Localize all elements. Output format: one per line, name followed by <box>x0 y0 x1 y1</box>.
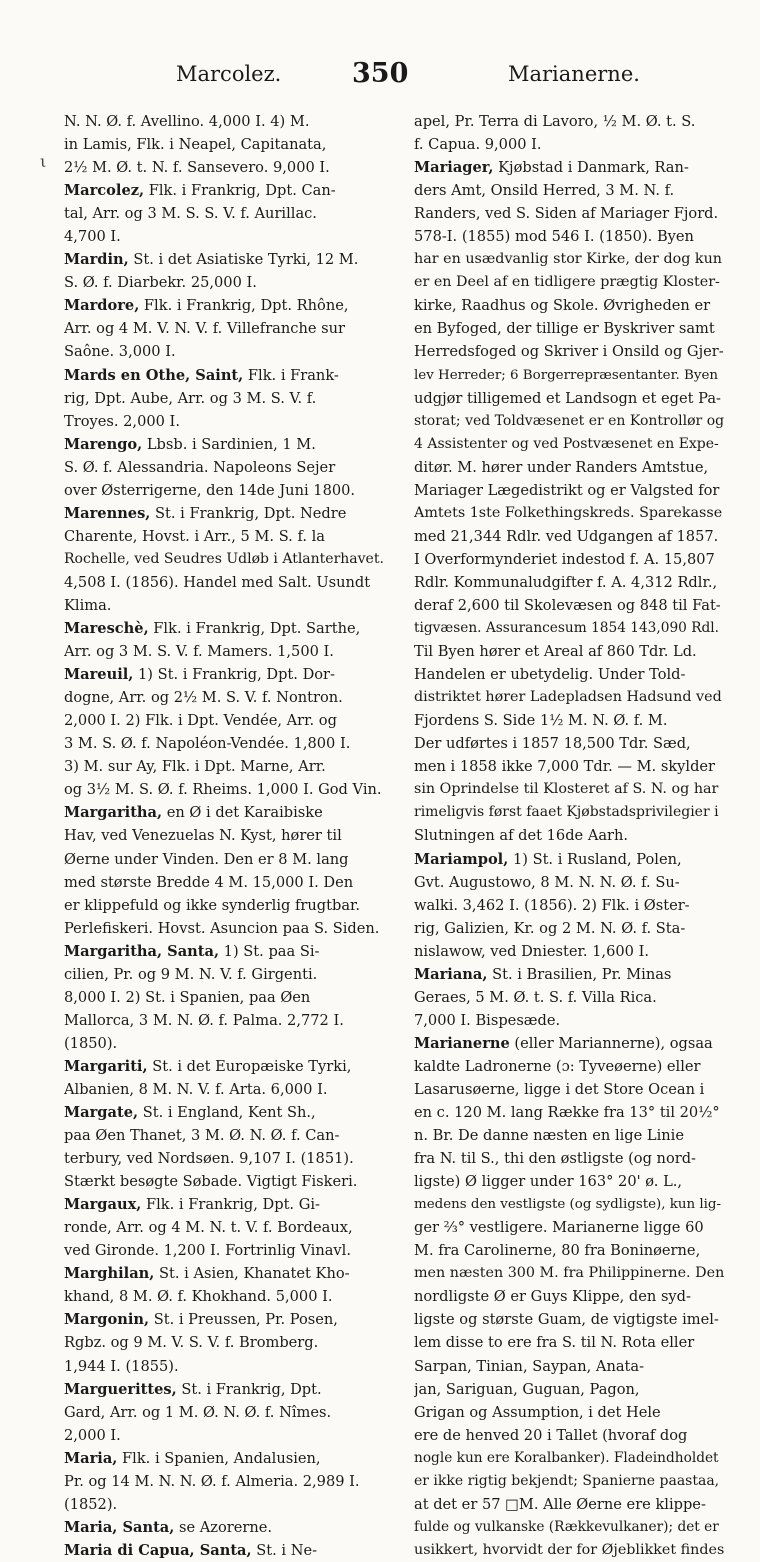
entry-text: en c. 120 M. lang Række fra 13° til 20½° <box>414 1104 720 1122</box>
entry-text: Saône. 3,000 I. <box>64 343 176 361</box>
text-line <box>414 1378 724 1401</box>
text-line <box>414 1193 724 1216</box>
text-line <box>64 824 390 847</box>
entry-text: Lasarusøerne, ligge i det Store Ocean i <box>414 1080 705 1098</box>
entry-text: nislawow, ved Dniester. 1,600 I. <box>414 942 649 960</box>
text-line <box>414 410 724 433</box>
text-line <box>414 502 724 525</box>
entry-text: Herredsfoged og Skriver i Onsild og Gjer- <box>414 343 724 361</box>
entry-text: med 21,344 Rdlr. ved Udgangen af 1857. <box>414 527 719 545</box>
text-line <box>64 848 390 871</box>
text-line <box>64 1193 390 1216</box>
entry-text: Fjordens S. Side 1½ M. N. Ø. f. M. <box>414 712 668 730</box>
entry-text: 8,000 I. 2) St. i Spanien, paa Øen <box>64 988 311 1006</box>
entry-text: Charente, Hovst. i Arr., 5 M. S. f. la <box>64 527 325 545</box>
text-line <box>414 640 724 663</box>
text-line <box>414 1401 724 1424</box>
text-line <box>64 1378 390 1401</box>
page-number: 350 <box>352 58 409 89</box>
entry-text: Flk. i Spanien, Andalusien, <box>117 1449 321 1467</box>
text-line <box>64 940 390 963</box>
text-line <box>414 1470 724 1493</box>
entry-text: storat; ved Toldvæsenet er en Kontrollør og <box>414 412 724 429</box>
text-line <box>64 110 390 133</box>
text-line <box>64 1101 390 1124</box>
text-line <box>64 871 390 894</box>
text-line <box>414 594 724 617</box>
entry-text: men næsten 300 M. fra Philippinerne. Den <box>414 1265 724 1282</box>
entry-text: Flk. i Frank- <box>243 366 339 384</box>
left-text-column <box>64 110 390 1562</box>
entry-text: Gard, Arr. og 1 M. Ø. N. Ø. f. Nîmes. <box>64 1403 332 1421</box>
entry-text: St. i Frankrig, Dpt. <box>176 1380 322 1398</box>
entry-text: (eller Mariannerne), ogsaa <box>509 1034 713 1052</box>
text-line <box>64 502 390 525</box>
entry-text: ditør. M. hører under Randers Amtstue, <box>414 458 709 476</box>
text-line <box>414 433 724 456</box>
text-line <box>64 340 390 363</box>
entry-text: St. i Brasilien, Pr. Minas <box>487 965 672 983</box>
text-line <box>64 640 390 663</box>
entry-text: usikkert, hvorvidt der for Øjeblikket findes <box>414 1541 724 1558</box>
entry-text: Arr. og 3 M. S. V. f. Mamers. 1,500 I. <box>64 643 334 661</box>
entry-text: Handelen er ubetydelig. Under Told- <box>414 666 686 684</box>
entry-text: kaldte Ladronerne (ɔ: Tyveøerne) eller <box>414 1057 701 1075</box>
entry-text: dogne, Arr. og 2½ M. S. V. f. Nontron. <box>64 689 343 707</box>
text-line <box>64 294 390 317</box>
entry-text: sin Oprindelse til Klosteret af S. N. og har <box>414 781 719 798</box>
text-line <box>414 917 724 940</box>
entry-text: 4,700 I. <box>64 228 121 246</box>
entry-text: lem disse to ere fra S. til N. Rota eller <box>414 1334 695 1352</box>
text-line <box>64 986 390 1009</box>
entry-text: Perlefiskeri. Hovst. Asuncion paa S. Siden. <box>64 919 380 937</box>
text-line <box>64 663 390 686</box>
text-line <box>64 133 390 156</box>
entry-text: Arr. og 4 M. V. N. V. f. Villefranche sur <box>64 320 345 338</box>
text-line <box>414 871 724 894</box>
entry-text: medens den vestligste (og sydligste), kun lig- <box>414 1197 722 1213</box>
entry-text: fra N. til S., thi den østligste (og nord- <box>414 1150 696 1168</box>
entry-text: Lbsb. i Sardinien, 1 M. <box>142 435 316 453</box>
entry-text: (1852). <box>64 1495 118 1513</box>
text-line <box>64 179 390 202</box>
entry-text: over Østerrigerne, den 14de Juni 1800. <box>64 481 356 499</box>
text-line <box>64 617 390 640</box>
entry-text: St. i Frankrig, Dpt. Nedre <box>150 504 347 522</box>
text-line <box>64 317 390 340</box>
text-line <box>64 778 390 801</box>
entry-text: St. i Preussen, Pr. Posen, <box>149 1311 338 1329</box>
entry-text: tal, Arr. og 3 M. S. S. V. f. Aurillac. <box>64 205 317 223</box>
entry-text: en Ø i det Karaibiske <box>162 804 323 822</box>
text-line <box>64 1078 390 1101</box>
entry-text: 2,000 I. <box>64 1426 121 1444</box>
entry-text: med største Bredde 4 M. 15,000 I. Den <box>64 873 354 891</box>
entry-text: rimeligvis først faaet Kjøbstadsprivilegier i <box>414 804 719 821</box>
entry-text: udgjør tilligemed et Landsogn et eget Pa- <box>414 389 721 407</box>
entry-text: Grigan og Assumption, i det Hele <box>414 1403 661 1421</box>
text-line <box>64 709 390 732</box>
entry-headword: Marengo, <box>64 435 143 453</box>
entry-text: Mallorca, 3 M. N. Ø. f. Palma. 2,772 I. <box>64 1011 344 1029</box>
entry-text: ger ⅔° vestligere. Marianerne ligge 60 <box>414 1219 704 1237</box>
text-line <box>414 133 724 156</box>
entry-headword: Mardin, <box>64 251 129 269</box>
entry-headword: Maria, Santa, <box>64 1518 175 1536</box>
running-head-right: Marianerne. <box>508 62 640 86</box>
text-line <box>64 1239 390 1262</box>
text-line <box>64 1285 390 1308</box>
entry-text: 1) St. paa Si- <box>219 942 320 960</box>
text-line <box>414 1216 724 1239</box>
text-line <box>414 202 724 225</box>
entry-text: ders Amt, Onsild Herred, 3 M. N. f. <box>414 182 675 200</box>
entry-text: kirke, Raadhus og Skole. Øvrigheden er <box>414 297 711 315</box>
text-line <box>414 686 724 709</box>
entry-text: 3 M. S. Ø. f. Napoléon-Vendée. 1,800 I. <box>64 735 351 753</box>
entry-text: M. fra Carolinerne, 80 fra Boninøerne, <box>414 1242 701 1260</box>
entry-text: og 3½ M. S. Ø. f. Rheims. 1,000 I. God Vin. <box>64 781 382 799</box>
entry-text: paa Øen Thanet, 3 M. Ø. N. Ø. f. Can- <box>64 1127 340 1145</box>
text-line <box>414 1493 724 1516</box>
entry-text: terbury, ved Nordsøen. 9,107 I. (1851). <box>64 1150 354 1168</box>
entry-text: (1850). <box>64 1034 118 1052</box>
entry-text: Øerne under Vinden. Den er 8 M. lang <box>64 850 349 868</box>
entry-headword: Mariampol, <box>414 850 509 868</box>
text-line <box>414 848 724 871</box>
text-line <box>414 1262 724 1285</box>
entry-text: Hav, ved Venezuelas N. Kyst, hører til <box>64 827 342 845</box>
page-header <box>0 58 760 98</box>
entry-text: men i 1858 ikke 7,000 Tdr. — M. skylder <box>414 758 716 776</box>
text-line <box>64 1308 390 1331</box>
text-line <box>414 894 724 917</box>
text-line <box>414 963 724 986</box>
entry-text: 7,000 I. Bispesæde. <box>414 1011 561 1029</box>
text-line <box>414 1308 724 1331</box>
text-line <box>64 1262 390 1285</box>
entry-text: St. i Asien, Khanatet Kho- <box>154 1265 350 1283</box>
entry-text: St. i det Europæiske Tyrki, <box>147 1057 352 1075</box>
entry-text: Gvt. Augustowo, 8 M. N. N. Ø. f. Su- <box>414 873 680 891</box>
entry-text: deraf 2,600 til Skolevæsen og 848 til Fat- <box>414 596 721 614</box>
entry-text: Rgbz. og 9 M. V. S. V. f. Bromberg. <box>64 1334 319 1352</box>
text-line <box>64 456 390 479</box>
entry-text: Flk. i Frankrig, Dpt. Can- <box>144 182 336 200</box>
text-line <box>64 364 390 387</box>
entry-text: jan, Sariguan, Guguan, Pagon, <box>414 1380 640 1398</box>
entry-text: rig, Dpt. Aube, Arr. og 3 M. S. V. f. <box>64 389 317 407</box>
entry-text: Klima. <box>64 596 112 614</box>
entry-headword: Margate, <box>64 1104 139 1122</box>
text-line <box>64 1216 390 1239</box>
text-line <box>64 571 390 594</box>
text-line <box>414 824 724 847</box>
entry-text: Flk. i Frankrig, Dpt. Gi- <box>141 1196 320 1214</box>
entry-text: S. Ø. f. Diarbekr. 25,000 I. <box>64 274 257 292</box>
text-line <box>64 433 390 456</box>
entry-text: har en usædvanlig stor Kirke, der dog kun <box>414 251 723 268</box>
entry-text: ronde, Arr. og 4 M. N. t. V. f. Bordeaux, <box>64 1219 353 1237</box>
entry-text: Flk. i Frankrig, Dpt. Sarthe, <box>148 620 361 638</box>
entry-text: distriktet hører Ladepladsen Hadsund ved <box>414 689 722 706</box>
entry-text: 2½ M. Ø. t. N. f. Sansevero. 9,000 I. <box>64 159 330 177</box>
entry-headword: Mariana, <box>414 965 488 983</box>
entry-text: Kjøbstad i Danmark, Ran- <box>493 159 689 177</box>
entry-text: f. Capua. 9,000 I. <box>414 136 542 154</box>
entry-text: ligste) Ø ligger under 163° 20' ø. L., <box>414 1173 683 1191</box>
text-line <box>414 732 724 755</box>
text-line <box>414 1539 724 1562</box>
text-line <box>64 1147 390 1170</box>
entry-text: se Azorerne. <box>174 1518 273 1536</box>
entry-text: nordligste Ø er Guys Klippe, den syd- <box>414 1288 691 1306</box>
running-head-left: Marcolez. <box>176 62 282 86</box>
entry-headword: Margonin, <box>64 1311 150 1329</box>
entry-headword: Marghilan, <box>64 1265 155 1283</box>
text-line <box>414 1239 724 1262</box>
text-line <box>64 248 390 271</box>
text-line <box>414 986 724 1009</box>
text-line <box>64 525 390 548</box>
text-line <box>64 387 390 410</box>
text-line <box>64 755 390 778</box>
entry-text: er ikke rigtig bekjendt; Spanierne paastaa, <box>414 1472 720 1489</box>
text-line <box>414 1355 724 1378</box>
entry-text: Rochelle, ved Seudres Udløb i Atlanterhavet. <box>64 550 384 567</box>
entry-text: khand, 8 M. Ø. f. Khokhand. 5,000 I. <box>64 1288 333 1306</box>
entry-headword: Maria di Capua, Santa, <box>64 1541 252 1559</box>
entry-text: Stærkt besøgte Søbade. Vigtigt Fiskeri. <box>64 1173 358 1191</box>
entry-text: Flk. i Frankrig, Dpt. Rhône, <box>139 297 349 315</box>
text-line <box>414 340 724 363</box>
entry-text: cilien, Pr. og 9 M. N. V. f. Girgenti. <box>64 965 318 983</box>
entry-headword: Margaux, <box>64 1196 142 1214</box>
text-line <box>414 548 724 571</box>
text-line <box>414 1147 724 1170</box>
entry-text: Sarpan, Tinian, Saypan, Anata- <box>414 1357 645 1375</box>
text-line <box>414 1009 724 1032</box>
entry-text: 1) St. i Rusland, Polen, <box>508 850 682 868</box>
entry-text: er klippefuld og ikke synderlig frugtbar. <box>64 896 361 914</box>
text-line <box>64 1516 390 1539</box>
text-line <box>414 225 724 248</box>
entry-text: St. i det Asiatiske Tyrki, 12 M. <box>128 251 359 269</box>
text-line <box>414 778 724 801</box>
entry-text: Troyes. 2,000 I. <box>64 412 180 430</box>
text-line <box>64 732 390 755</box>
text-line <box>414 1124 724 1147</box>
entry-text: ere de henved 20 i Tallet (hvoraf dog <box>414 1426 688 1444</box>
text-line <box>414 387 724 410</box>
text-line <box>64 225 390 248</box>
text-line <box>414 940 724 963</box>
text-line <box>414 1055 724 1078</box>
text-line <box>64 1331 390 1354</box>
entry-text: apel, Pr. Terra di Lavoro, ½ M. Ø. t. S. <box>414 113 696 130</box>
entry-text: er en Deel af en tidligere prægtig Kloster- <box>414 274 720 291</box>
text-line <box>414 248 724 271</box>
text-line <box>64 963 390 986</box>
text-line <box>414 317 724 340</box>
text-line <box>414 571 724 594</box>
text-line <box>414 1516 724 1539</box>
text-line <box>64 1032 390 1055</box>
text-line <box>414 179 724 202</box>
entry-headword: Maria, <box>64 1449 118 1467</box>
entry-text: 1,944 I. (1855). <box>64 1357 179 1375</box>
text-line <box>414 1424 724 1447</box>
entry-headword: Mards en Othe, Saint, <box>64 366 244 384</box>
entry-text: 2,000 I. 2) Flk. i Dpt. Vendée, Arr. og <box>64 712 337 730</box>
text-line <box>414 479 724 502</box>
entry-text: nogle kun ere Koralbanker). Fladeindholdet <box>414 1449 719 1466</box>
text-line <box>414 1285 724 1308</box>
text-line <box>414 525 724 548</box>
text-line <box>414 271 724 294</box>
entry-text: Geraes, 5 M. Ø. t. S. f. Villa Rica. <box>414 988 657 1006</box>
entry-text: Pr. og 14 M. N. N. Ø. f. Almeria. 2,989 I. <box>64 1472 360 1490</box>
right-text-column <box>414 110 724 1562</box>
entry-headword: Margaritha, Santa, <box>64 942 220 960</box>
entry-text: St. i England, Kent Sh., <box>138 1104 316 1122</box>
entry-text: n. Br. De danne næsten en lige Linie <box>414 1127 684 1145</box>
text-line <box>64 1170 390 1193</box>
entry-headword: Margariti, <box>64 1057 148 1075</box>
text-line <box>414 617 724 640</box>
entry-headword: Marcolez, <box>64 182 145 200</box>
text-line <box>64 1355 390 1378</box>
entry-text: Slutningen af det 16de Aarh. <box>414 827 629 845</box>
text-line <box>64 1401 390 1424</box>
text-line <box>64 1470 390 1493</box>
text-line <box>64 156 390 179</box>
entry-headword: Marguerittes, <box>64 1380 177 1398</box>
entry-text: Til Byen hører et Areal af 860 Tdr. Ld. <box>414 643 697 661</box>
text-line <box>414 294 724 317</box>
text-line <box>64 594 390 617</box>
text-line <box>64 1055 390 1078</box>
text-line <box>414 755 724 778</box>
entry-text: 4 Assistenter og ved Postvæsenet en Expe- <box>414 435 719 452</box>
entry-text: Rdlr. Kommunaludgifter f. A. 4,312 Rdlr., <box>414 573 718 591</box>
text-line <box>414 1078 724 1101</box>
text-line <box>414 1032 724 1055</box>
entry-text: lev Herreder; 6 Borgerrepræsentanter. Byen <box>414 367 718 383</box>
entry-text: ved Gironde. 1,200 I. Fortrinlig Vinavl. <box>64 1242 351 1260</box>
entry-headword: Mareuil, <box>64 666 134 684</box>
entry-text: Amtets 1ste Folkethingskreds. Sparekasse <box>414 504 723 521</box>
entry-text: walki. 3,462 I. (1856). 2) Flk. i Øster- <box>414 896 690 914</box>
text-line <box>64 686 390 709</box>
entry-text: St. i Ne- <box>251 1541 318 1559</box>
entry-text: 4,508 I. (1856). Handel med Salt. Usundt <box>64 573 371 591</box>
entry-headword: Margaritha, <box>64 804 163 822</box>
entry-text: at det er 57 □M. Alle Øerne ere klippe- <box>414 1495 706 1513</box>
entry-text: 1) St. i Frankrig, Dpt. Dor- <box>133 666 335 684</box>
entry-text: Mariager Lægedistrikt og er Valgsted for <box>414 481 720 499</box>
text-line <box>414 1101 724 1124</box>
entry-text: rig, Galizien, Kr. og 2 M. N. Ø. f. Sta- <box>414 919 686 937</box>
text-line <box>414 1331 724 1354</box>
text-line <box>64 1009 390 1032</box>
text-line <box>64 917 390 940</box>
margin-tick-mark: ι <box>40 152 47 171</box>
text-line <box>64 1424 390 1447</box>
entry-text: tigvæsen. Assurancesum 1854 143,090 Rdl. <box>414 620 720 637</box>
text-line <box>64 548 390 571</box>
entry-text: fulde og vulkanske (Rækkevulkaner); det er <box>414 1518 719 1535</box>
entry-headword: Marianerne <box>414 1034 510 1052</box>
text-line <box>414 1447 724 1470</box>
text-line <box>64 1539 390 1562</box>
text-line <box>64 1493 390 1516</box>
text-line <box>414 156 724 179</box>
entry-text: 3) M. sur Ay, Flk. i Dpt. Marne, Arr. <box>64 758 326 776</box>
text-line <box>64 894 390 917</box>
text-line <box>414 663 724 686</box>
entry-text: S. Ø. f. Alessandria. Napoleons Sejer <box>64 458 336 476</box>
entry-text: N. N. Ø. f. Avellino. 4,000 I. 4) M. <box>64 113 310 130</box>
entry-text: Albanien, 8 M. N. V. f. Arta. 6,000 I. <box>64 1080 328 1098</box>
text-line <box>64 202 390 225</box>
entry-headword: Mardore, <box>64 297 140 315</box>
entry-text: Randers, ved S. Siden af Mariager Fjord. <box>414 205 719 223</box>
text-line <box>64 410 390 433</box>
text-line <box>414 110 724 133</box>
entry-headword: Mareschè, <box>64 620 149 638</box>
text-line <box>64 1124 390 1147</box>
text-line <box>64 801 390 824</box>
text-line <box>64 1447 390 1470</box>
text-line <box>414 1170 724 1193</box>
entry-text: 578-I. (1855) mod 546 I. (1850). Byen <box>414 228 694 246</box>
text-line <box>414 801 724 824</box>
entry-text: Der udførtes i 1857 18,500 Tdr. Sæd, <box>414 735 691 753</box>
entry-text: in Lamis, Flk. i Neapel, Capitanata, <box>64 136 327 154</box>
text-line <box>64 479 390 502</box>
text-line <box>414 709 724 732</box>
entry-text: ligste og største Guam, de vigtigste imel- <box>414 1311 719 1329</box>
entry-headword: Mariager, <box>414 159 494 177</box>
text-line <box>414 364 724 387</box>
entry-text: I Overformynderiet indestod f. A. 15,807 <box>414 550 715 568</box>
entry-headword: Marennes, <box>64 504 151 522</box>
text-line <box>64 271 390 294</box>
entry-text: en Byfoged, der tillige er Byskriver samt <box>414 320 715 338</box>
text-line <box>414 456 724 479</box>
